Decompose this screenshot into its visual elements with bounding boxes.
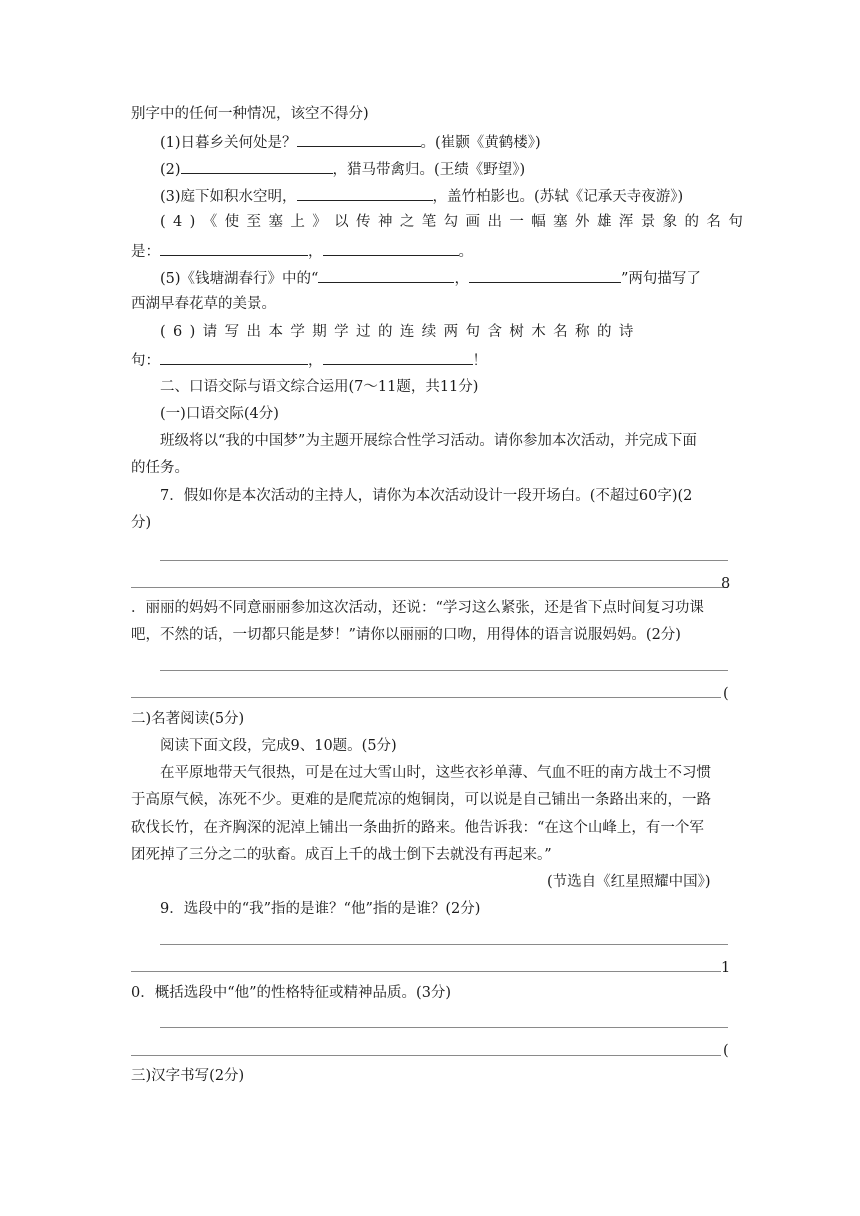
answer-line[interactable] bbox=[160, 944, 728, 945]
answer-line[interactable] bbox=[131, 697, 721, 698]
open-paren: ( bbox=[723, 1043, 729, 1059]
answer-line[interactable] bbox=[160, 560, 728, 561]
question-8-line-2: 吧，不然的话，一切都只能是梦！”请你以丽丽的口吻，用得体的语言说服妈妈。(2分) bbox=[131, 627, 681, 643]
question-5-line-1: (5)《钱塘湖春行》中的“ ， ”两句描写了 bbox=[160, 267, 701, 289]
passage-line-1: 在平原地带天气很热，可是在过大雪山时，这些衣衫单薄、气血不旺的南方战士不习惯 bbox=[160, 765, 711, 781]
answer-blank[interactable] bbox=[160, 349, 308, 365]
question-7-line-2: 分) bbox=[131, 515, 152, 531]
question-8-number: 8 bbox=[721, 576, 731, 592]
context-line-2: 的任务。 bbox=[131, 460, 189, 476]
question-7-line-1: 7．假如你是本次活动的主持人，请你为本次活动设计一段开场白。(不超过60字)(2 bbox=[160, 488, 693, 504]
question-4-line-2: 是： ， 。 bbox=[131, 240, 473, 262]
passage-source: (节选自《红星照耀中国》) bbox=[547, 874, 711, 890]
subsection-heading: (一)口语交际(4分) bbox=[160, 406, 279, 422]
answer-blank[interactable] bbox=[469, 267, 621, 283]
answer-line[interactable] bbox=[131, 971, 721, 972]
question-9: 9．选段中的“我”指的是谁？“他”指的是谁？(2分) bbox=[160, 901, 481, 917]
question-6-line-1: (6)请写出本学期学过的连续两句含树木名称的诗 bbox=[160, 324, 641, 340]
section-heading: 二、口语交际与语文综合运用(7～11题，共11分) bbox=[160, 379, 479, 395]
question-4-line-1: (4)《使至塞上》以传神之笔勾画出一幅塞外雄浑景象的名句 bbox=[160, 214, 751, 230]
question-1: (1)日暮乡关何处是？ 。(崔颢《黄鹤楼》) bbox=[160, 131, 541, 153]
question-2: (2) ，猎马带禽归。(王绩《野望》) bbox=[160, 158, 525, 180]
question-8-line-1: ．丽丽的妈妈不同意丽丽参加这次活动，还说：“学习这么紧张，还是省下点时间复习功课 bbox=[131, 600, 704, 616]
open-paren: ( bbox=[723, 686, 729, 702]
instruction: 阅读下面文段，完成9、10题。(5分) bbox=[160, 738, 397, 754]
question-10-number: 1 bbox=[721, 960, 731, 976]
answer-blank[interactable] bbox=[297, 185, 433, 201]
passage-line-2: 于高原气候，冻死不少。更难的是爬荒凉的炮铜岗，可以说是自己铺出一条路出来的，一路 bbox=[131, 792, 711, 808]
answer-line[interactable] bbox=[131, 1055, 721, 1056]
question-3: (3)庭下如积水空明， ，盖竹柏影也。(苏轼《记承天寺夜游》) bbox=[160, 185, 683, 207]
answer-line[interactable] bbox=[160, 1027, 728, 1028]
subsection-heading: 二)名著阅读(5分) bbox=[131, 711, 245, 727]
answer-blank[interactable] bbox=[323, 349, 473, 365]
answer-line[interactable] bbox=[160, 670, 728, 671]
passage-line-4: 团死掉了三分之二的驮畜。成百上千的战士倒下去就没有再起来。” bbox=[131, 847, 552, 863]
answer-blank[interactable] bbox=[323, 240, 459, 256]
question-6-line-2: 句： ， ！ bbox=[131, 349, 487, 371]
answer-line[interactable] bbox=[131, 587, 728, 588]
subsection-heading: 三)汉字书写(2分) bbox=[131, 1068, 245, 1084]
answer-blank[interactable] bbox=[318, 267, 454, 283]
question-5-line-2: 西湖早春花草的美景。 bbox=[131, 296, 276, 312]
answer-blank[interactable] bbox=[160, 240, 308, 256]
answer-blank[interactable] bbox=[181, 158, 333, 174]
context-line-1: 班级将以“我的中国梦”为主题开展综合性学习活动。请你参加本次活动，并完成下面 bbox=[160, 433, 697, 449]
intro-tail: 别字中的任何一种情况，该空不得分) bbox=[131, 106, 369, 122]
answer-blank[interactable] bbox=[297, 131, 421, 147]
passage-line-3: 砍伐长竹，在齐胸深的泥淖上铺出一条曲折的路来。他告诉我：“在这个山峰上，有一个军 bbox=[131, 820, 704, 836]
question-10: 0．概括选段中“他”的性格特征或精神品质。(3分) bbox=[131, 985, 452, 1001]
